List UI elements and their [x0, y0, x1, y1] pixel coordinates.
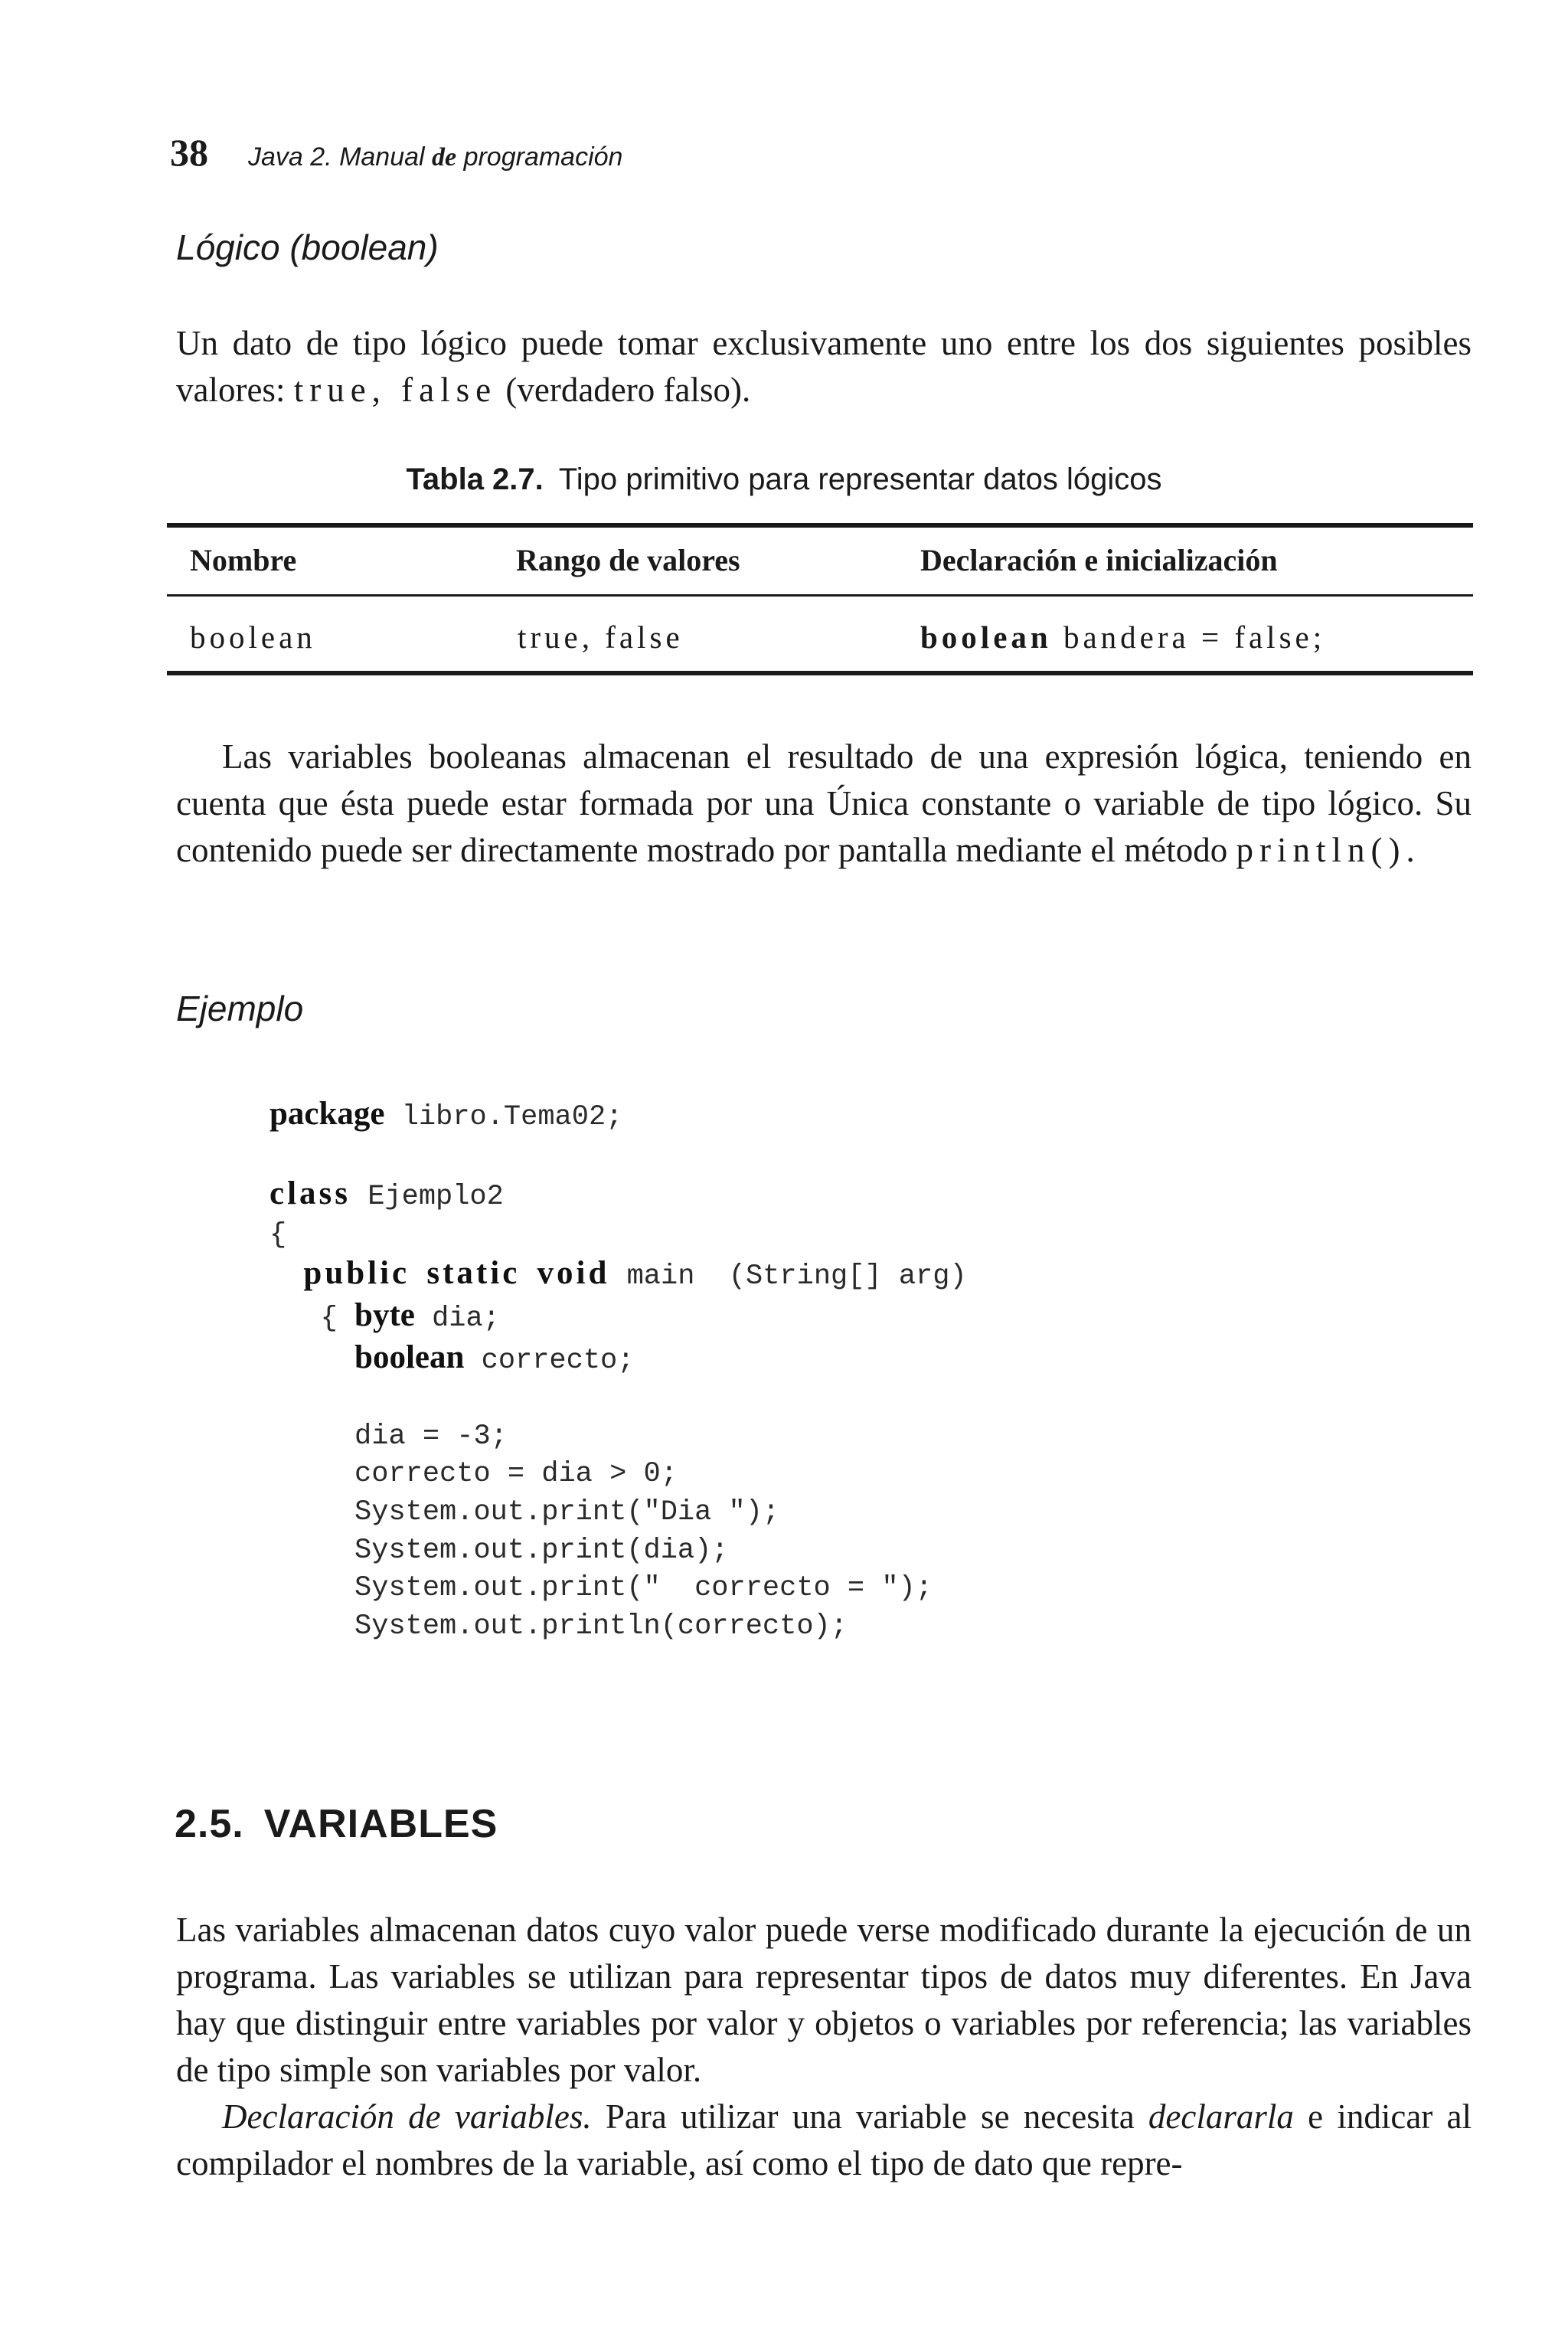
page-number: 38 [170, 131, 208, 174]
declararla-italic: declararla [1148, 2097, 1294, 2136]
code-keyword: boolean [354, 1339, 465, 1375]
booleanas-paragraph [176, 734, 1472, 874]
intro-text: Un dato de tipo lógico puede tomar exclusivamente uno entre los dos siguientes posibles valores: [176, 324, 1472, 409]
book-title [248, 142, 622, 172]
intro-text-end: (verdadero falso). [497, 371, 751, 409]
println-code: println(). [1236, 831, 1421, 869]
code-statement: System.out.println(correcto); [354, 1610, 848, 1643]
code-statement: System.out.print(" correcto = "); [354, 1572, 933, 1605]
variables-paragraph-1: Las variables almacenan datos cuyo valor puede verse modificado durante la ejecución de un programa. Las variables se utilizan para representar tipos de datos muy diferentes. En Java hay que distinguir entre variables por valor y objetos o variables por referencia; las variables de tipo simple son variables por valor. [176, 1911, 1472, 2089]
book-title-part: Java 2. Manual [248, 142, 433, 172]
code-text: libro.Tema02; [384, 1101, 623, 1133]
section-title-text: VARIABLES [263, 1802, 498, 1846]
code-statement: dia = -3; [354, 1420, 508, 1453]
logico-intro [176, 320, 1472, 414]
table-top-rule [167, 523, 1473, 528]
table-cell-nombre: boolean [190, 620, 316, 655]
logico-heading: Lógico (boolean) [176, 227, 439, 267]
declaracion-italic: Declaración de variables. [222, 2097, 592, 2136]
table-header-declaracion: Declaración e inicialización [920, 543, 1278, 577]
section-number: 2.5. [175, 1802, 244, 1846]
para2-text-end: e indicar al compilador el nombres de la variable, así como el tipo de dato que repre- [176, 2097, 1472, 2182]
code-statement: System.out.print("Dia "); [354, 1496, 780, 1528]
code-text: Ejemplo2 [351, 1181, 504, 1214]
book-title-part: programación [456, 142, 623, 172]
table-cell-rango: true, false [518, 620, 684, 655]
table-header-nombre: Nombre [190, 543, 297, 577]
code-keyword: public [303, 1255, 410, 1292]
running-header [170, 130, 622, 175]
code-keyword: byte [354, 1296, 415, 1333]
book-title-de: de [432, 143, 457, 172]
code-statement: correcto = dia > 0; [354, 1458, 678, 1491]
para2-text: Para utilizar una variable se necesita [591, 2097, 1148, 2136]
table-cell-declaracion [920, 619, 1325, 655]
variables-paragraph-2 [176, 2094, 1472, 2187]
table-caption-text: Tipo primitivo para representar datos lógicos [558, 463, 1162, 496]
code-keyword: class [270, 1175, 351, 1212]
code-text: main (String[] arg) [609, 1260, 967, 1293]
code-keyword: static [426, 1255, 521, 1292]
code-keyword: void [537, 1255, 610, 1292]
code-text: correcto; [464, 1344, 635, 1377]
decl-rest: bandera = false; [1063, 620, 1326, 655]
table-caption-label: Tabla 2.7. [406, 463, 544, 496]
code-statement: System.out.print(dia); [354, 1534, 729, 1567]
table-caption [0, 463, 1568, 497]
section-heading [175, 1801, 498, 1847]
ejemplo-heading: Ejemplo [176, 989, 304, 1028]
table-header-rule [167, 594, 1473, 597]
booleanas-text: Las variables booleanas almacenan el resultado de una expresión lógica, teniendo en cuenta que ésta puede estar formada por una Única constante o variable de tipo lógico. Su contenido puede ser directamente mostrado por pantalla mediante el método [176, 737, 1472, 869]
code-brace: { [270, 1218, 287, 1251]
table-header-rango: Rango de valores [516, 543, 740, 577]
code-text: dia; [414, 1302, 500, 1335]
code-keyword: package [270, 1096, 385, 1132]
code-brace: { [320, 1302, 355, 1335]
decl-keyword: boolean [920, 620, 1052, 655]
intro-values: true, false [293, 371, 498, 409]
table-bottom-rule [167, 671, 1473, 675]
code-sample [270, 1095, 967, 1646]
